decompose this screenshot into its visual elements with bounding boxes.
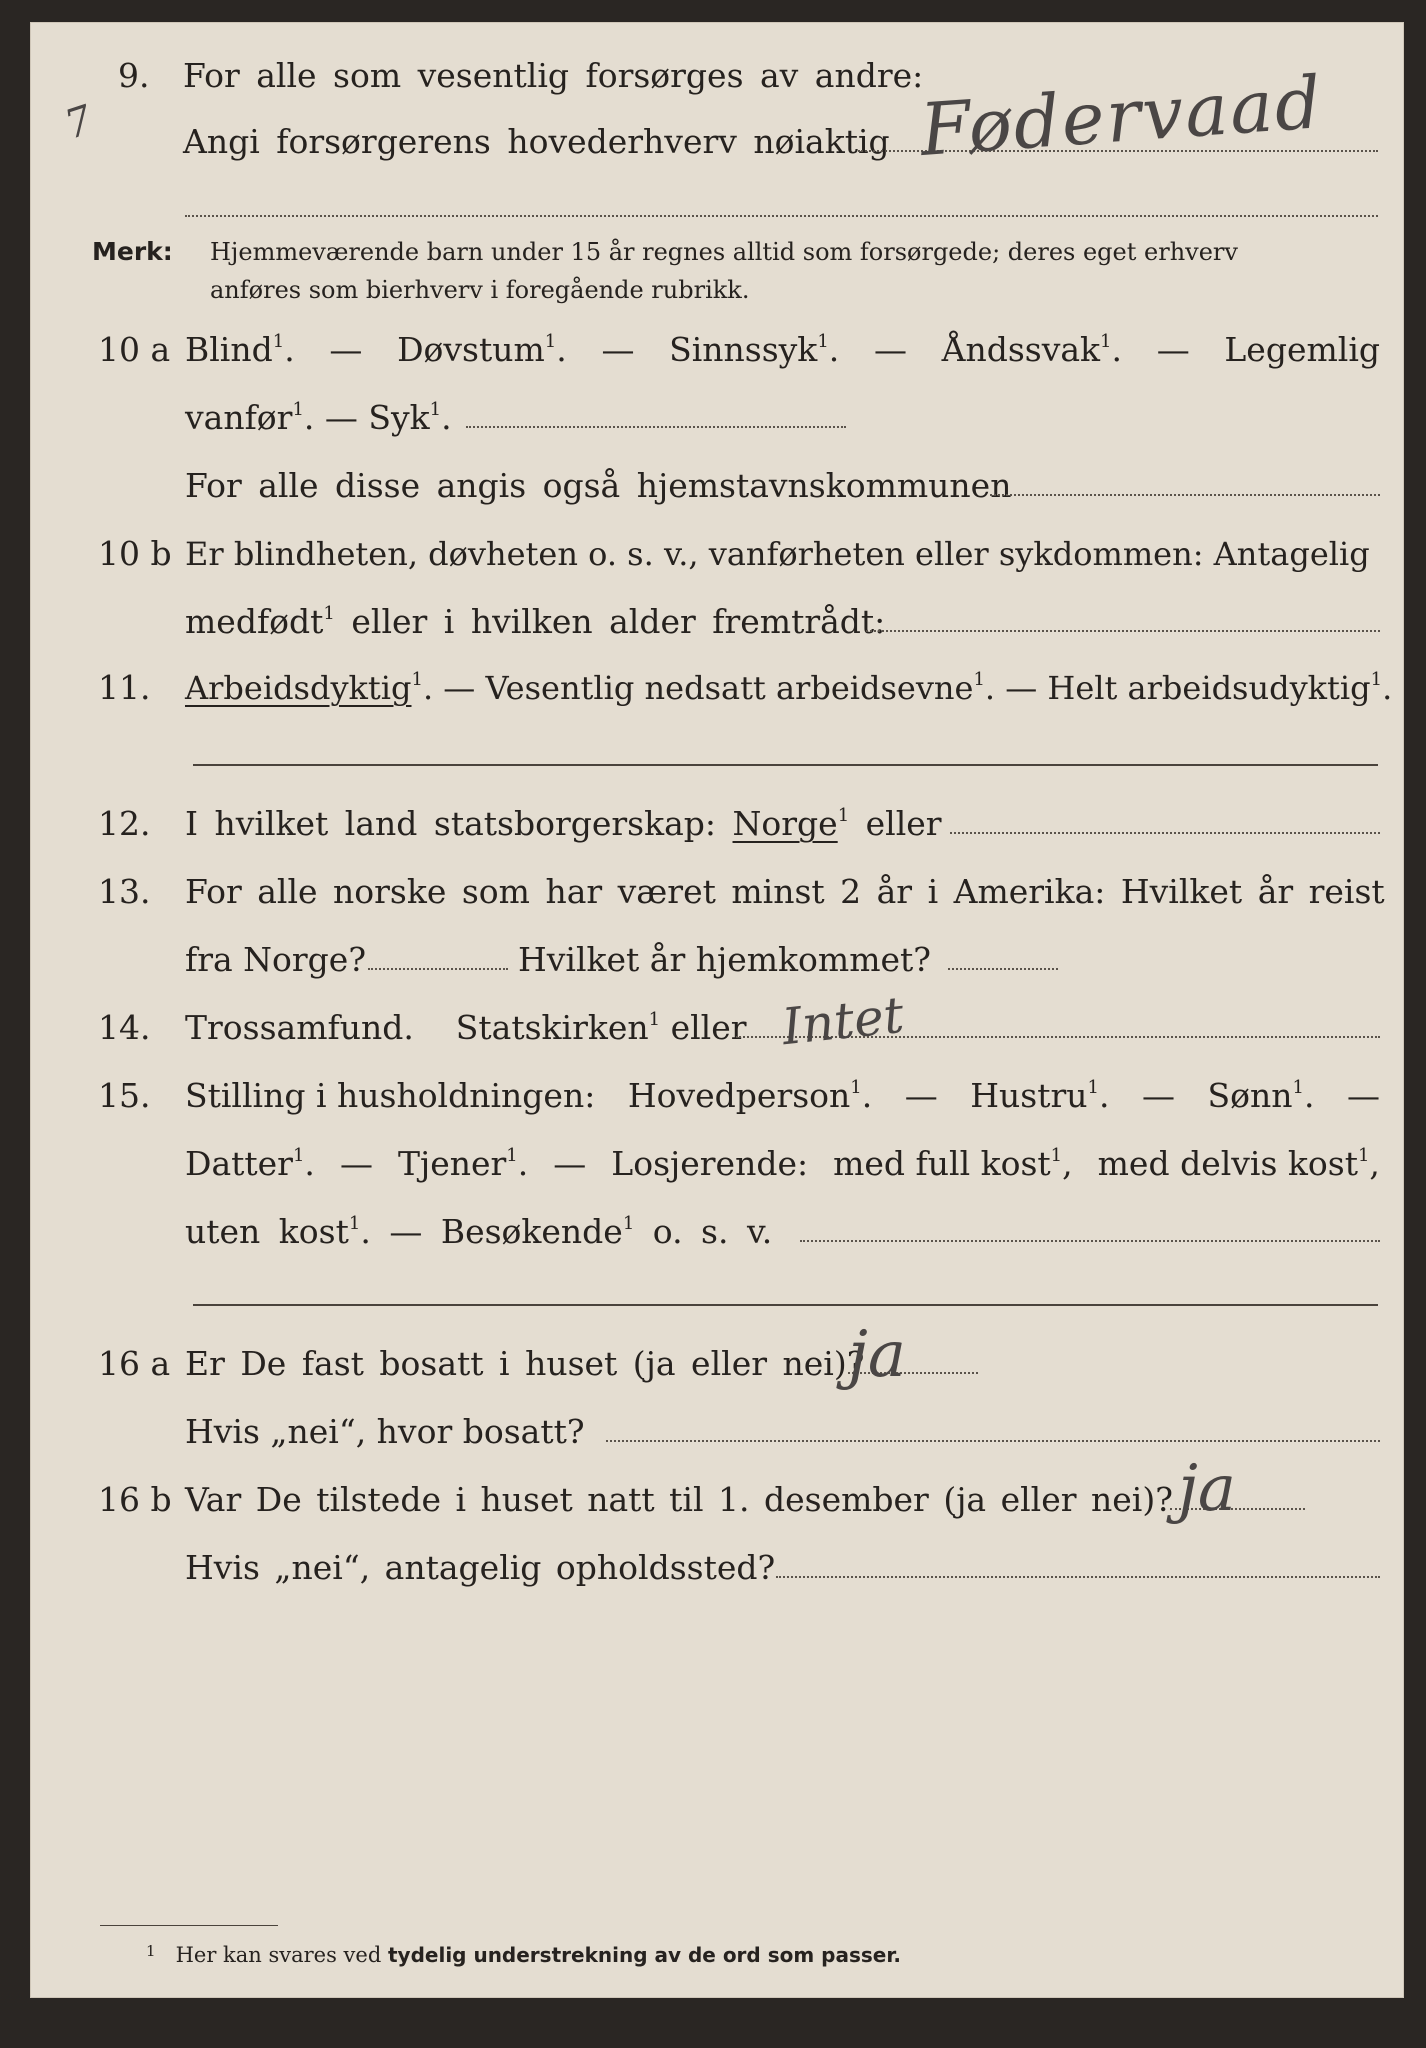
q13-number: 13. (98, 872, 151, 911)
q15-line3: uten kost$^1$. — Besøkende$^1$ o. s. v. (185, 1212, 773, 1251)
q16b-answer: ja (1178, 1452, 1236, 1526)
option-full-kost[interactable]: med full kost (833, 1144, 1051, 1183)
q12-line: I hvilket land statsborgerskap: Norge$^1$ eller (185, 804, 942, 843)
q14-number: 14. (98, 1008, 151, 1047)
option-medfodt[interactable]: medfødt (185, 602, 324, 641)
option-vanfor[interactable]: vanfør (185, 398, 293, 437)
note-label: Merk: (92, 237, 173, 266)
option-dovstum[interactable]: Døvstum (397, 330, 545, 369)
q13-hjemkommet-line[interactable] (948, 968, 1058, 970)
option-delvis-kost[interactable]: med delvis kost (1097, 1144, 1358, 1183)
footnote-rule (100, 1925, 278, 1926)
q9-continuation-line[interactable] (185, 215, 1378, 217)
q16b-line1: Var De tilstede i huset natt til 1. desember (ja eller nei)? (185, 1480, 1173, 1519)
q16b-opholdssted-line[interactable] (776, 1576, 1380, 1578)
option-tjener[interactable]: Tjener (397, 1144, 507, 1183)
q11-line: Arbeidsdyktig$^1$. — Vesentlig nedsatt arbeidsevne$^1$. — Helt arbeidsudyktig$^1$. (185, 669, 1393, 707)
option-arbeidsdyktig[interactable]: Arbeidsdyktig (185, 669, 412, 707)
q13-line1: For alle norske som har været minst 2 år i Amerika: Hvilket år reist (185, 872, 1385, 911)
note-line1: Hjemmeværende barn under 15 år regnes alltid som forsørgede; deres eget erhverv (210, 238, 1238, 266)
q10b-number: 10 b (98, 534, 172, 573)
q15-line1: Stilling i husholdningen: Hovedperson$^1$. — Hustru$^1$. — Sønn$^1$. — (185, 1076, 1380, 1115)
option-norge[interactable]: Norge (732, 804, 838, 843)
q15-line2: Datter$^1$. — Tjener$^1$. — Losjerende: med full kost$^1$, med delvis kost$^1$, (185, 1144, 1380, 1183)
q9-number: 9. (118, 56, 150, 95)
q16a-answer: ja (848, 1318, 906, 1392)
option-statskirken[interactable]: Statskirken (455, 1008, 649, 1047)
option-datter[interactable]: Datter (185, 1144, 293, 1183)
option-hustru[interactable]: Hustru (970, 1076, 1088, 1115)
q10b-line2: medfødt$^1$ eller i hvilken alder fremtrådt: (185, 602, 886, 641)
option-sinnssyk[interactable]: Sinnssyk (669, 330, 818, 369)
q10b-line1: Er blindheten, døvheten o. s. v., vanførheten eller sykdommen: Antagelig (185, 535, 1370, 573)
q11-number: 11. (98, 668, 151, 707)
note-line2: anføres som bierhverv i foregående rubrikk. (210, 276, 750, 304)
q16a-bosatt-line[interactable] (606, 1440, 1380, 1442)
q10a-hjemstavn-line[interactable] (990, 494, 1380, 496)
q15-number: 15. (98, 1076, 151, 1115)
q14-line: Trossamfund. Statskirken$^1$ eller (185, 1008, 747, 1047)
q10b-answer-line[interactable] (866, 630, 1380, 632)
footnote-pre: Her kan svares ved (175, 1943, 382, 1967)
option-besokende[interactable]: Besøkende (440, 1212, 623, 1251)
option-hovedperson[interactable]: Hovedperson (627, 1076, 851, 1115)
q16a-line2: Hvis „nei“, hvor bosatt? (185, 1412, 585, 1451)
margin-mark: 7 (59, 97, 98, 149)
q16a-line1: Er De fast bosatt i huset (ja eller nei)? (185, 1344, 865, 1383)
q16b-line2: Hvis „nei“, antagelig opholdssted? (185, 1548, 776, 1587)
option-udyktig[interactable]: Helt arbeidsudyktig (1047, 669, 1371, 707)
option-legemlig[interactable]: Legemlig (1224, 330, 1380, 369)
q12-answer-line[interactable] (950, 832, 1380, 834)
q10a-line1: Blind$^1$. — Døvstum$^1$. — Sinnssyk$^1$. — Åndssvak$^1$. — Legemlig (185, 330, 1380, 369)
option-blind[interactable]: Blind (185, 330, 273, 369)
q10a-line2: vanfør$^1$. — Syk$^1$. (185, 398, 452, 437)
divider-2 (193, 1304, 1378, 1306)
option-nedsatt[interactable]: Vesentlig nedsatt arbeidsevne (485, 669, 974, 707)
footnote-mark: 1 (146, 1942, 156, 1960)
q13-fra-norge: fra Norge? (185, 940, 367, 979)
q13-reist-line[interactable] (368, 968, 508, 970)
q10a-line3: For alle disse angis også hjemstavnskommunen (185, 466, 1012, 505)
q13-hjemkommet: Hvilket år hjemkommet? (518, 940, 931, 979)
q9-line2: Angi forsørgerens hovederhverv nøiaktig (183, 122, 890, 161)
q10a-syk-line[interactable] (466, 426, 846, 428)
footnote-bold: tydelig understrekning av de ord som passer. (387, 1943, 901, 1967)
q16b-number: 16 b (98, 1480, 172, 1519)
q14-answer: Intet (779, 985, 907, 1057)
q12-number: 12. (98, 804, 151, 843)
option-andssvak[interactable]: Åndssvak (941, 330, 1101, 369)
q9-line1: For alle som vesentlig forsørges av andre: (183, 56, 924, 95)
census-form-page (30, 22, 1404, 1998)
option-sonn[interactable]: Sønn (1207, 1076, 1293, 1115)
footnote (146, 1938, 901, 1968)
divider-1 (193, 764, 1378, 766)
q9-answer: Fødervaad (917, 60, 1326, 172)
q15-answer-line[interactable] (800, 1240, 1380, 1242)
option-syk[interactable]: Syk (368, 398, 430, 437)
q16a-number: 16 a (98, 1344, 171, 1383)
option-uten-kost[interactable]: uten kost (185, 1212, 349, 1251)
q10a-number: 10 a (98, 330, 171, 369)
